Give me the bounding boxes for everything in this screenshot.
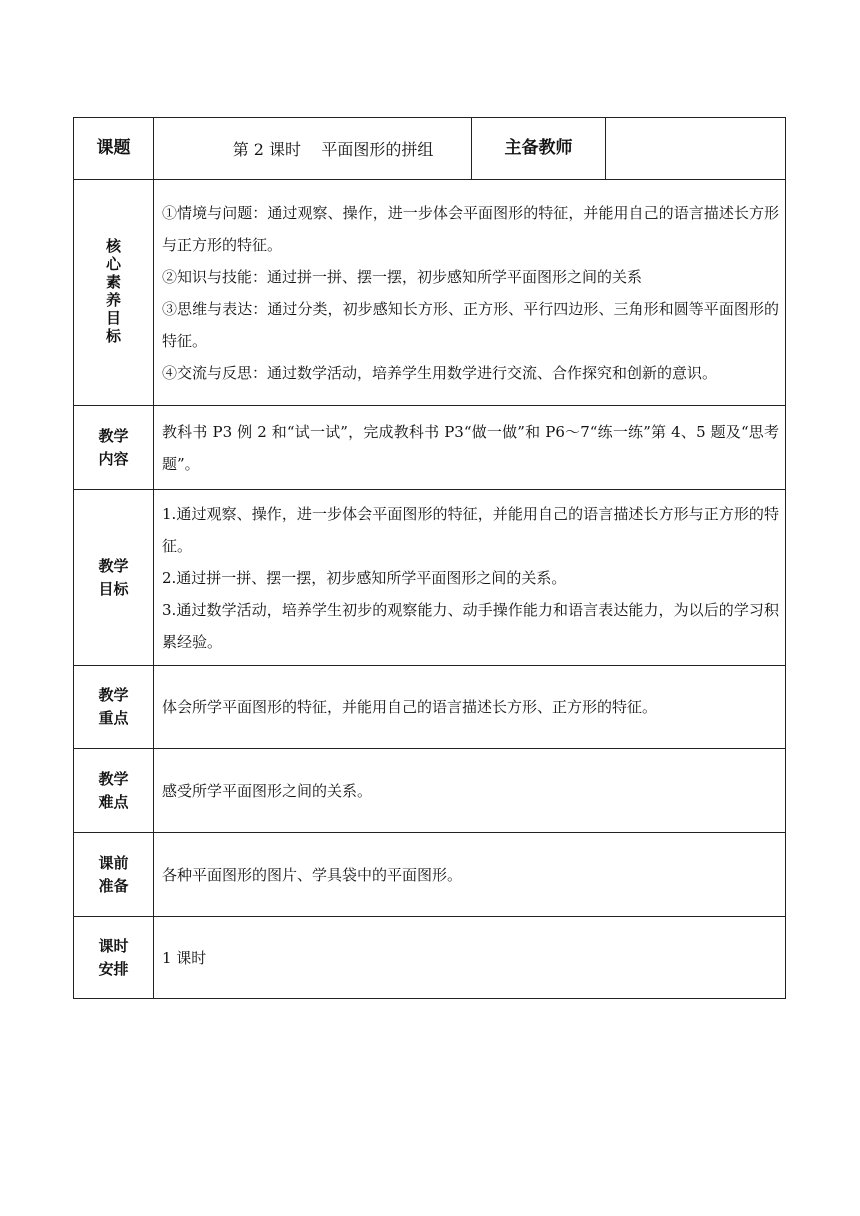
row-label: 课时 安排 xyxy=(98,936,129,978)
difficult-points-row xyxy=(74,749,786,833)
key-points-row xyxy=(74,666,786,749)
content-line: ③思维与表达：通过分类，初步感知长方形、正方形、平行四边形、三角形和圆等平面图形的特征。 xyxy=(162,299,779,350)
content-line: ②知识与技能：通过拼一拼、摆一摆，初步感知所学平面图形之间的关系 xyxy=(162,267,643,286)
content-line: 感受所学平面图形之间的关系。 xyxy=(162,781,373,800)
subject-label: 课题 xyxy=(96,138,131,158)
teaching-content-content xyxy=(154,406,786,490)
schedule-row xyxy=(74,917,786,999)
row-label: 教学 目标 xyxy=(98,556,129,598)
difficult-points-content xyxy=(154,749,786,833)
content-line: 体会所学平面图形的特征，并能用自己的语言描述长方形、正方形的特征。 xyxy=(162,698,658,716)
teacher-label-cell xyxy=(472,118,606,180)
row-label: 教学 重点 xyxy=(98,686,129,727)
schedule-content xyxy=(154,917,786,999)
row-label: 核心素养目标 xyxy=(105,237,121,345)
core-literacy-label-cell xyxy=(74,180,154,406)
content-line: 2.通过拼一拼、摆一摆，初步感知所学平面图形之间的关系。 xyxy=(162,568,567,587)
header-row xyxy=(74,118,786,180)
teaching-objectives-label-cell xyxy=(74,490,154,666)
lesson-title: 第 2 课时 平面图形的拼组 xyxy=(232,140,434,159)
content-line: 教科书 P3 例 2 和“试一试”，完成教科书 P3“做一做”和 P6～7“练一练”第 4、5 题及“思考题”。 xyxy=(162,422,779,473)
preparation-label-cell xyxy=(74,833,154,917)
key-points-content xyxy=(154,666,786,749)
preparation-content xyxy=(154,833,786,917)
content-line: ①情境与问题：通过观察、操作，进一步体会平面图形的特征，并能用自己的语言描述长方形与正方形的特征。 xyxy=(162,203,779,254)
teaching-objectives-row xyxy=(74,490,786,666)
content-line: 1 课时 xyxy=(162,948,207,967)
difficult-points-label-cell xyxy=(74,749,154,833)
core-literacy-row xyxy=(74,180,786,406)
teaching-content-label-cell xyxy=(74,406,154,490)
content-line: 各种平面图形的图片、学具袋中的平面图形。 xyxy=(162,865,463,884)
lesson-title-cell xyxy=(154,118,472,180)
subject-label-cell xyxy=(74,118,154,180)
teaching-content-row xyxy=(74,406,786,490)
row-label: 教学 难点 xyxy=(98,769,129,811)
row-label: 教学 内容 xyxy=(98,426,129,468)
teacher-value-cell xyxy=(606,118,786,180)
content-line: 1.通过观察、操作，进一步体会平面图形的特征，并能用自己的语言描述长方形与正方形的特征。 xyxy=(162,504,779,555)
content-line: 3.通过数学活动，培养学生初步的观察能力、动手操作能力和语言表达能力，为以后的学习积累经验。 xyxy=(162,600,779,651)
row-label: 课前 准备 xyxy=(98,853,129,895)
lesson-plan-table xyxy=(73,117,786,999)
preparation-row xyxy=(74,833,786,917)
content-line: ④交流与反思：通过数学活动，培养学生用数学进行交流、合作探究和创新的意识。 xyxy=(162,363,718,382)
key-points-label-cell xyxy=(74,666,154,749)
core-literacy-content xyxy=(154,180,786,406)
teaching-objectives-content xyxy=(154,490,786,666)
teacher-label: 主备教师 xyxy=(504,138,573,158)
schedule-label-cell xyxy=(74,917,154,999)
